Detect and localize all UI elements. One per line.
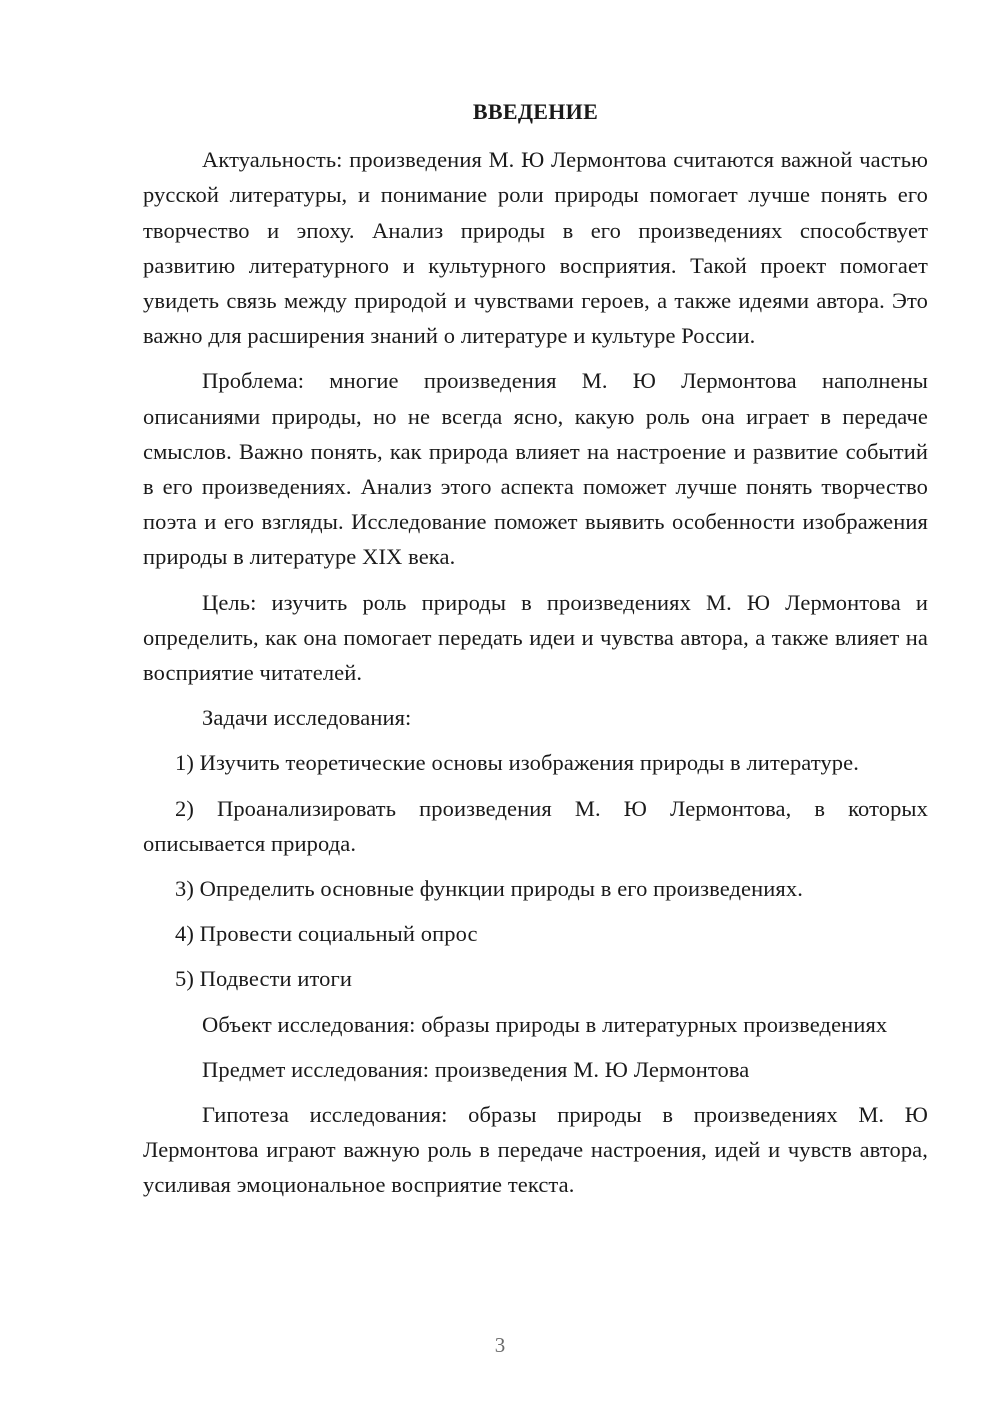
document-page — [143, 94, 928, 1213]
task-item-3: 3) Определить основные функции природы в его произведениях. — [175, 876, 803, 902]
paragraph-subject: Предмет исследования: произведения М. Ю Лермонтова — [202, 1056, 750, 1082]
paragraph-hypothesis: Гипотеза исследования: образы природы в произведениях М. Ю Лермонтова играют важную роль в передаче настроения, идей и чувств автора, усиливая эмоциональное восприятие текста. — [143, 1102, 928, 1198]
section-title: ВВЕДЕНИЕ — [472, 99, 599, 124]
paragraph-goal: Цель: изучить роль природы в произведениях М. Ю Лермонтова и определить, как она помогает передать идеи и чувства автора, а также влияет на восприятие читателей. — [143, 589, 928, 686]
paragraph-object: Объект исследования: образы природы в литературных произведениях — [202, 1011, 888, 1037]
tasks-heading: Задачи исследования: — [202, 705, 412, 731]
task-item-4: 4) Провести социальный опрос — [175, 921, 478, 947]
task-item-5: 5) Подвести итоги — [175, 966, 352, 992]
page-number: 3 — [494, 1333, 506, 1357]
paragraph-problem: Проблема: многие произведения М. Ю Лермонтова наполнены описаниями природы, но не всегда ясно, какую роль она играет в передаче смыслов. Важно понять, как природа влияет на настроение и развитие событий в его произведениях. Анализ этого аспекта поможет лучше понять творчество поэта и его взгляды. Исследование поможет выявить особенности изображения природы в литературе XIX века. — [143, 368, 928, 570]
task-item-2: 2) Проанализировать произведения М. Ю Лермонтова, в которых описывается природа. — [143, 795, 928, 856]
paragraph-relevance: Актуальность: произведения М. Ю Лермонтова считаются важной частью русской литературы, и понимание роли природы помогает лучше понять его творчество и эпоху. Анализ природы в его произведениях способствует развитию литературного и культурного восприятия. Такой проект помогает увидеть связь между природой и чувствами героев, а также идеями автора. Это важно для расширения знаний о литературе и культуре России. — [143, 147, 928, 349]
task-item-1: 1) Изучить теоретические основы изображения природы в литературе. — [175, 750, 859, 776]
